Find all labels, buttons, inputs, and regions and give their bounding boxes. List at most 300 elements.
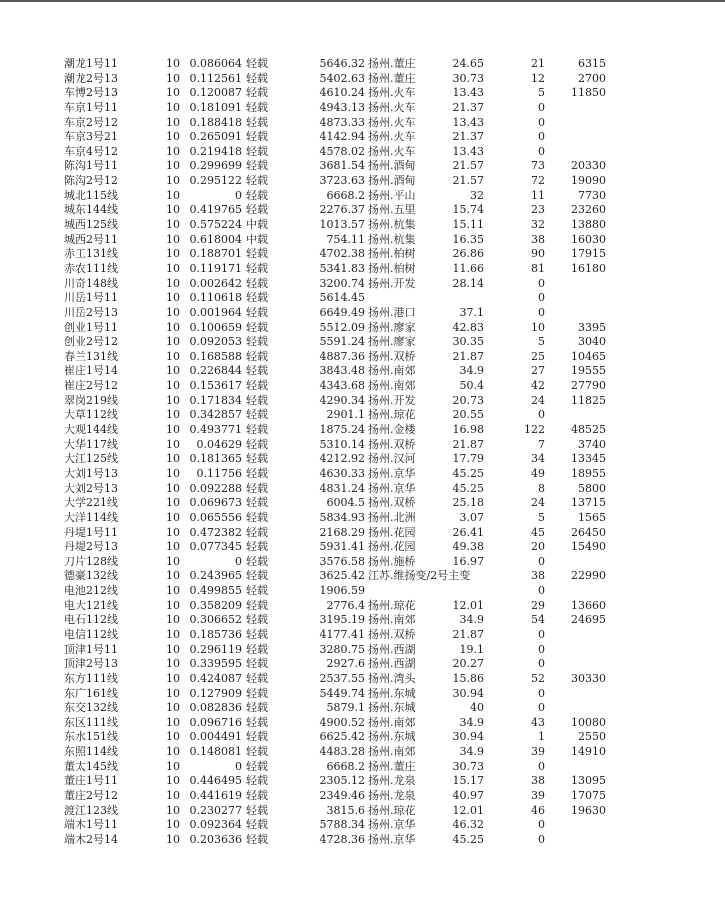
length-cell: 30.35 <box>452 335 484 349</box>
load-rate-cell: 0.110618 <box>189 291 242 305</box>
load-status-cell: 轻载 <box>246 408 268 422</box>
substation-cell: 扬州.湾头 <box>368 671 416 685</box>
capacity-cell: 4702.38 <box>319 247 365 261</box>
load-rate-cell: 0.265091 <box>189 130 242 144</box>
total-cell: 20330 <box>571 159 606 173</box>
total-cell: 11825 <box>571 393 606 407</box>
line-name-cell: 董庄2号12 <box>64 789 118 803</box>
load-status-cell: 轻载 <box>246 627 268 641</box>
substation-cell: 扬州.东城 <box>368 686 416 700</box>
table-row <box>0 306 725 321</box>
length-cell: 21.37 <box>452 100 484 114</box>
total-cell: 2550 <box>578 730 606 744</box>
count-cell: 5 <box>538 335 545 349</box>
load-rate-cell: 0.120087 <box>189 86 242 100</box>
length-cell: 21.57 <box>452 159 484 173</box>
capacity-cell: 1906.59 <box>319 584 365 598</box>
capacity-cell: 5788.34 <box>319 818 365 832</box>
load-status-cell: 轻载 <box>246 584 268 598</box>
load-rate-cell: 0.618004 <box>189 232 242 246</box>
count-cell: 0 <box>538 115 545 129</box>
load-rate-cell: 0.168588 <box>189 349 242 363</box>
load-status-cell: 轻载 <box>246 569 268 583</box>
load-rate-cell: 0.069673 <box>189 496 242 510</box>
table-row <box>0 818 725 833</box>
table-row <box>0 672 725 687</box>
voltage-cell: 10 <box>166 305 180 319</box>
table-row <box>0 760 725 775</box>
length-cell: 16.97 <box>452 554 484 568</box>
voltage-cell: 10 <box>166 730 180 744</box>
count-cell: 38 <box>531 569 545 583</box>
load-status-cell: 轻载 <box>246 130 268 144</box>
substation-cell: 扬州.龙泉 <box>368 774 416 788</box>
total-cell: 19630 <box>571 803 606 817</box>
voltage-cell: 10 <box>166 247 180 261</box>
total-cell: 16030 <box>571 232 606 246</box>
load-status-cell: 轻载 <box>246 159 268 173</box>
line-name-cell: 丹堤2号13 <box>64 540 118 554</box>
table-row <box>0 584 725 599</box>
load-status-cell: 轻载 <box>246 144 268 158</box>
line-name-cell: 潮龙2号13 <box>64 71 118 85</box>
load-status-cell: 轻载 <box>246 379 268 393</box>
voltage-cell: 10 <box>166 232 180 246</box>
voltage-cell: 10 <box>166 291 180 305</box>
load-rate-cell: 0.001964 <box>189 305 242 319</box>
substation-cell: 扬州.花园 <box>368 540 416 554</box>
table-row <box>0 687 725 702</box>
line-name-cell: 川奇148线 <box>64 276 118 290</box>
total-cell: 11850 <box>571 86 606 100</box>
capacity-cell: 4483.28 <box>319 745 365 759</box>
line-name-cell: 董庄1号11 <box>64 774 118 788</box>
capacity-cell: 5646.32 <box>319 57 365 70</box>
load-rate-cell: 0.358209 <box>189 598 242 612</box>
capacity-cell: 6649.49 <box>319 305 365 319</box>
length-cell: 45.25 <box>452 832 484 846</box>
load-status-cell: 中载 <box>246 218 268 232</box>
capacity-cell: 5931.41 <box>319 540 365 554</box>
length-cell: 21.37 <box>452 130 484 144</box>
substation-cell: 扬州.南郊 <box>368 379 416 393</box>
load-rate-cell: 0.342857 <box>189 408 242 422</box>
load-rate-cell: 0.004491 <box>189 730 242 744</box>
capacity-cell: 4290.34 <box>319 393 365 407</box>
load-status-cell: 轻载 <box>246 247 268 261</box>
substation-cell: 扬州.东城 <box>368 701 416 715</box>
table-row <box>0 130 725 145</box>
count-cell: 0 <box>538 818 545 832</box>
line-name-cell: 城西125线 <box>64 218 118 232</box>
voltage-cell: 10 <box>166 203 180 217</box>
substation-cell: 扬州.西湖 <box>368 642 416 656</box>
load-status-cell: 轻载 <box>246 730 268 744</box>
load-rate-cell: 0.065556 <box>189 510 242 524</box>
capacity-cell: 2349.46 <box>319 789 365 803</box>
table-row <box>0 643 725 658</box>
capacity-cell: 6668.2 <box>326 188 365 202</box>
voltage-cell: 10 <box>166 276 180 290</box>
count-cell: 0 <box>538 832 545 846</box>
count-cell: 0 <box>538 759 545 773</box>
count-cell: 0 <box>538 554 545 568</box>
substation-cell: 扬州.火车 <box>368 100 416 114</box>
voltage-cell: 10 <box>166 71 180 85</box>
count-cell: 5 <box>538 510 545 524</box>
load-status-cell: 中载 <box>246 232 268 246</box>
load-rate-cell: 0.424087 <box>189 671 242 685</box>
count-cell: 73 <box>531 159 545 173</box>
voltage-cell: 10 <box>166 188 180 202</box>
length-cell: 20.27 <box>452 657 484 671</box>
load-status-cell: 轻载 <box>246 525 268 539</box>
length-cell: 13.43 <box>452 115 484 129</box>
table-row <box>0 789 725 804</box>
length-cell: 34.9 <box>459 364 484 378</box>
count-cell: 45 <box>531 525 545 539</box>
line-name-cell: 电大121线 <box>64 598 118 612</box>
load-status-cell: 轻载 <box>246 335 268 349</box>
capacity-cell: 3625.42 <box>319 569 365 583</box>
load-rate-cell: 0.148081 <box>189 745 242 759</box>
total-cell: 3395 <box>578 320 606 334</box>
line-name-cell: 端木2号14 <box>64 832 118 846</box>
substation-cell: 扬州.双桥 <box>368 437 416 451</box>
substation-cell: 扬州.港口 <box>368 305 416 319</box>
voltage-cell: 10 <box>166 598 180 612</box>
load-rate-cell: 0.100659 <box>189 320 242 334</box>
capacity-cell: 4728.36 <box>319 832 365 846</box>
substation-cell: 扬州.廖家 <box>368 320 416 334</box>
line-name-cell: 创业1号11 <box>64 320 118 334</box>
line-name-cell: 城东144线 <box>64 203 118 217</box>
load-rate-cell: 0.188418 <box>189 115 242 129</box>
load-rate-cell: 0.092288 <box>189 481 242 495</box>
capacity-cell: 5341.83 <box>319 261 365 275</box>
load-status-cell: 轻载 <box>246 701 268 715</box>
substation-cell: 扬州.开发 <box>368 276 416 290</box>
voltage-cell: 10 <box>166 218 180 232</box>
capacity-cell: 4943.13 <box>319 100 365 114</box>
table-row <box>0 804 725 819</box>
substation-cell: 扬州.花园 <box>368 525 416 539</box>
load-status-cell: 轻载 <box>246 613 268 627</box>
load-rate-cell: 0.04629 <box>196 437 242 451</box>
count-cell: 38 <box>531 232 545 246</box>
line-name-cell: 刀片128线 <box>64 554 118 568</box>
length-cell: 21.87 <box>452 437 484 451</box>
line-name-cell: 德豪132线 <box>64 569 118 583</box>
load-status-cell: 轻载 <box>246 686 268 700</box>
line-name-cell: 春兰131线 <box>64 349 118 363</box>
load-status-cell: 轻载 <box>246 715 268 729</box>
load-rate-cell: 0.092053 <box>189 335 242 349</box>
substation-cell: 扬州.火车 <box>368 86 416 100</box>
voltage-cell: 10 <box>166 525 180 539</box>
voltage-cell: 10 <box>166 715 180 729</box>
substation-cell: 扬州.董庄 <box>368 57 416 70</box>
load-rate-cell: 0 <box>235 759 242 773</box>
capacity-cell: 5879.1 <box>326 701 365 715</box>
load-status-cell: 轻载 <box>246 598 268 612</box>
total-cell: 3040 <box>578 335 606 349</box>
total-cell: 23260 <box>571 203 606 217</box>
voltage-cell: 10 <box>166 364 180 378</box>
line-name-cell: 东照114线 <box>64 745 118 759</box>
load-status-cell: 轻载 <box>246 305 268 319</box>
table-row <box>0 569 725 584</box>
line-name-cell: 大刘2号13 <box>64 481 118 495</box>
table-row <box>0 482 725 497</box>
length-cell: 12.01 <box>452 803 484 817</box>
table-row <box>0 233 725 248</box>
load-status-cell: 轻载 <box>246 789 268 803</box>
substation-cell: 扬州.琼花 <box>368 598 416 612</box>
voltage-cell: 10 <box>166 613 180 627</box>
load-rate-cell: 0.112561 <box>189 71 242 85</box>
substation-cell: 扬州.董庄 <box>368 759 416 773</box>
capacity-cell: 5834.93 <box>319 510 365 524</box>
table-row <box>0 613 725 628</box>
load-status-cell: 轻载 <box>246 203 268 217</box>
line-name-cell: 丹堤1号11 <box>64 525 118 539</box>
capacity-cell: 3200.74 <box>319 276 365 290</box>
load-status-cell: 轻载 <box>246 71 268 85</box>
voltage-cell: 10 <box>166 657 180 671</box>
table-row <box>0 335 725 350</box>
capacity-cell: 1875.24 <box>319 423 365 437</box>
capacity-cell: 4343.68 <box>319 379 365 393</box>
table-row <box>0 745 725 760</box>
load-status-cell: 轻载 <box>246 393 268 407</box>
capacity-cell: 4578.02 <box>319 144 365 158</box>
load-rate-cell: 0.077345 <box>189 540 242 554</box>
load-status-cell: 轻载 <box>246 349 268 363</box>
voltage-cell: 10 <box>166 86 180 100</box>
substation-cell: 扬州.杭集 <box>368 218 416 232</box>
table-row <box>0 364 725 379</box>
capacity-cell: 3723.63 <box>319 174 365 188</box>
count-cell: 8 <box>538 481 545 495</box>
count-cell: 5 <box>538 86 545 100</box>
table-row <box>0 189 725 204</box>
count-cell: 39 <box>531 745 545 759</box>
load-status-cell: 轻载 <box>246 554 268 568</box>
line-name-cell: 城北115线 <box>64 188 118 202</box>
voltage-cell: 10 <box>166 481 180 495</box>
count-cell: 39 <box>531 789 545 803</box>
capacity-cell: 5402.63 <box>319 71 365 85</box>
length-cell: 37.1 <box>459 305 484 319</box>
length-cell: 34.9 <box>459 715 484 729</box>
table-row <box>0 394 725 409</box>
line-name-cell: 大华117线 <box>64 437 118 451</box>
substation-cell: 扬州.廖家 <box>368 335 416 349</box>
capacity-cell: 2927.6 <box>326 657 365 671</box>
substation-cell: 扬州.双桥 <box>368 627 416 641</box>
line-name-cell: 大江125线 <box>64 452 118 466</box>
voltage-cell: 10 <box>166 261 180 275</box>
count-cell: 72 <box>531 174 545 188</box>
load-rate-cell: 0 <box>235 188 242 202</box>
length-cell: 26.86 <box>452 247 484 261</box>
substation-cell: 扬州.京华 <box>368 481 416 495</box>
length-cell: 28.14 <box>452 276 484 290</box>
capacity-cell: 5614.45 <box>319 291 365 305</box>
load-status-cell: 轻载 <box>246 803 268 817</box>
table-row <box>0 277 725 292</box>
voltage-cell: 10 <box>166 554 180 568</box>
load-rate-cell: 0.153617 <box>189 379 242 393</box>
capacity-cell: 5591.24 <box>319 335 365 349</box>
total-cell: 14910 <box>571 745 606 759</box>
length-cell: 49.38 <box>452 540 484 554</box>
line-name-cell: 电石112线 <box>64 613 118 627</box>
table-row <box>0 350 725 365</box>
load-rate-cell: 0.499855 <box>189 584 242 598</box>
voltage-cell: 10 <box>166 686 180 700</box>
substation-cell: 扬州.南郊 <box>368 613 416 627</box>
capacity-cell: 4887.36 <box>319 349 365 363</box>
substation-cell: 扬州.琼花 <box>368 803 416 817</box>
substation-cell: 扬州.京华 <box>368 832 416 846</box>
load-status-cell: 轻载 <box>246 291 268 305</box>
load-rate-cell: 0.472382 <box>189 525 242 539</box>
voltage-cell: 10 <box>166 510 180 524</box>
voltage-cell: 10 <box>166 320 180 334</box>
voltage-cell: 10 <box>166 671 180 685</box>
capacity-cell: 3843.48 <box>319 364 365 378</box>
capacity-cell: 3195.19 <box>319 613 365 627</box>
length-cell: 21.57 <box>452 174 484 188</box>
capacity-cell: 6625.42 <box>319 730 365 744</box>
count-cell: 38 <box>531 774 545 788</box>
line-name-cell: 陈沟1号11 <box>64 159 118 173</box>
capacity-cell: 4831.24 <box>319 481 365 495</box>
load-rate-cell: 0.082836 <box>189 701 242 715</box>
capacity-cell: 4142.94 <box>319 130 365 144</box>
line-name-cell: 城西2号11 <box>64 232 118 246</box>
load-rate-cell: 0.230277 <box>189 803 242 817</box>
load-rate-cell: 0.086064 <box>189 57 242 70</box>
voltage-cell: 10 <box>166 159 180 173</box>
voltage-cell: 10 <box>166 642 180 656</box>
line-name-cell: 渡江123线 <box>64 803 118 817</box>
total-cell: 7730 <box>578 188 606 202</box>
load-status-cell: 轻载 <box>246 671 268 685</box>
capacity-cell: 4873.33 <box>319 115 365 129</box>
load-status-cell: 轻载 <box>246 57 268 70</box>
count-cell: 90 <box>531 247 545 261</box>
substation-cell: 扬州.火车 <box>368 130 416 144</box>
count-cell: 0 <box>538 130 545 144</box>
load-status-cell: 轻载 <box>246 818 268 832</box>
voltage-cell: 10 <box>166 393 180 407</box>
length-cell: 46.32 <box>452 818 484 832</box>
length-cell: 25.18 <box>452 496 484 510</box>
substation-cell: 扬州.龙泉 <box>368 789 416 803</box>
substation-cell: 扬州.杭集 <box>368 232 416 246</box>
capacity-cell: 2276.37 <box>319 203 365 217</box>
line-name-cell: 翠岗219线 <box>64 393 118 407</box>
capacity-cell: 1013.57 <box>319 218 365 232</box>
load-rate-cell: 0.219418 <box>189 144 242 158</box>
table-row <box>0 174 725 189</box>
count-cell: 49 <box>531 466 545 480</box>
total-cell: 22990 <box>571 569 606 583</box>
table-row <box>0 511 725 526</box>
count-cell: 43 <box>531 715 545 729</box>
load-status-cell: 轻载 <box>246 496 268 510</box>
line-name-cell: 端木1号11 <box>64 818 118 832</box>
line-name-cell: 车博2号13 <box>64 86 118 100</box>
load-status-cell: 轻载 <box>246 774 268 788</box>
load-rate-cell: 0.188701 <box>189 247 242 261</box>
total-cell: 17915 <box>571 247 606 261</box>
length-cell: 45.25 <box>452 481 484 495</box>
load-status-cell: 轻载 <box>246 86 268 100</box>
voltage-cell: 10 <box>166 803 180 817</box>
length-cell: 34.9 <box>459 745 484 759</box>
voltage-cell: 10 <box>166 100 180 114</box>
line-name-cell: 车京1号11 <box>64 100 118 114</box>
voltage-cell: 10 <box>166 759 180 773</box>
table-row <box>0 467 725 482</box>
count-cell: 29 <box>531 598 545 612</box>
count-cell: 0 <box>538 627 545 641</box>
total-cell: 18955 <box>571 466 606 480</box>
load-status-cell: 轻载 <box>246 261 268 275</box>
capacity-cell: 2537.55 <box>319 671 365 685</box>
length-cell: 30.94 <box>452 686 484 700</box>
capacity-cell: 2168.29 <box>319 525 365 539</box>
length-cell: 19.1 <box>459 642 484 656</box>
load-rate-cell: 0.243965 <box>189 569 242 583</box>
load-rate-cell: 0 <box>235 554 242 568</box>
length-cell: 21.87 <box>452 349 484 363</box>
substation-cell: 扬州.京华 <box>368 818 416 832</box>
length-cell: 15.86 <box>452 671 484 685</box>
capacity-cell: 6668.2 <box>326 759 365 773</box>
load-rate-cell: 0.339595 <box>189 657 242 671</box>
count-cell: 0 <box>538 291 545 305</box>
total-cell: 19555 <box>571 364 606 378</box>
load-rate-cell: 0.092364 <box>189 818 242 832</box>
load-status-cell: 轻载 <box>246 657 268 671</box>
table-row <box>0 730 725 745</box>
line-name-cell: 大草112线 <box>64 408 118 422</box>
substation-cell: 扬州.施桥 <box>368 554 416 568</box>
table-row <box>0 218 725 233</box>
length-cell: 15.17 <box>452 774 484 788</box>
total-cell: 5800 <box>578 481 606 495</box>
count-cell: 54 <box>531 613 545 627</box>
table-row <box>0 321 725 336</box>
load-rate-cell: 0.185736 <box>189 627 242 641</box>
total-cell: 17075 <box>571 789 606 803</box>
voltage-cell: 10 <box>166 569 180 583</box>
length-cell: 11.66 <box>452 261 484 275</box>
line-name-cell: 赤工131线 <box>64 247 118 261</box>
load-rate-cell: 0.181365 <box>189 452 242 466</box>
line-name-cell: 陈沟2号12 <box>64 174 118 188</box>
load-status-cell: 轻载 <box>246 540 268 554</box>
table-row <box>0 774 725 789</box>
load-status-cell: 轻载 <box>246 100 268 114</box>
length-cell: 30.73 <box>452 71 484 85</box>
count-cell: 0 <box>538 642 545 656</box>
